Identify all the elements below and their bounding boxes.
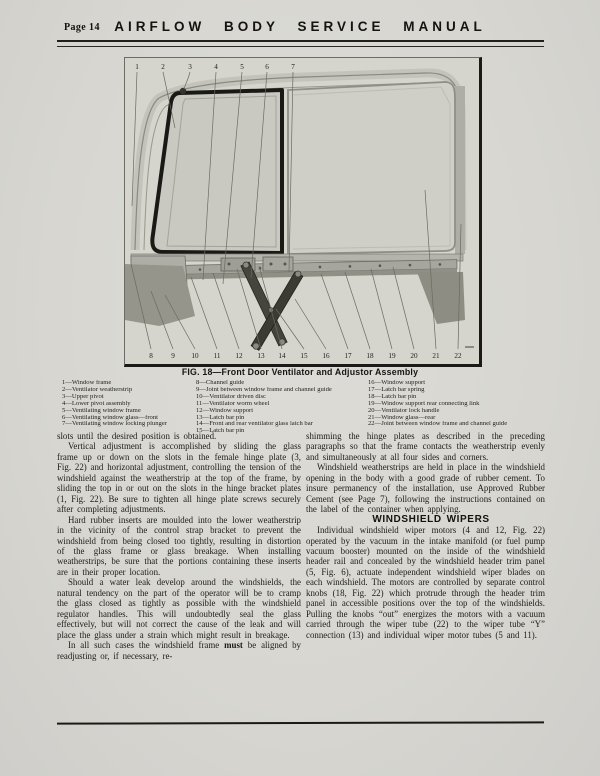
callout-number: 1: [135, 63, 139, 71]
callout-number: 14: [278, 352, 286, 360]
callout-number: 22: [454, 352, 462, 360]
latch-pin: [284, 263, 287, 266]
callout-number: 18: [366, 352, 374, 360]
paragraph: Windshield weatherstrips are held in place in the windshield opening in the body with a good grade of rubber cement. To insure permanency of the installation, use Approved Rubber Cement (see Page 7), following the instructions contained on the label of the container when applying.: [306, 462, 545, 515]
legend-column-1: [62, 380, 195, 428]
legend-column-3: [368, 380, 548, 428]
plate-mark: [465, 346, 474, 348]
footer-rule: [57, 721, 544, 724]
callout-number: 16: [322, 352, 330, 360]
callout-number: 15: [300, 352, 308, 360]
section-heading-windshield-wipers: WINDSHIELD WIPERS: [372, 513, 490, 525]
callout-number: 3: [188, 63, 192, 71]
latch-pin: [228, 263, 231, 266]
legend-item: 9—Joint between window frame and channel guide: [196, 386, 332, 393]
callout-number: 20: [410, 352, 418, 360]
legend-item: 14—Front and rear ventilator glass latch bar: [196, 421, 313, 428]
callout-number: 9: [171, 352, 175, 360]
legend-item: 22—Joint between window frame and channel guide: [368, 421, 508, 428]
paragraph: slots until the desired position is obtained.: [57, 431, 217, 441]
rear-window-glass: [288, 82, 455, 254]
callout-number: 11: [213, 352, 221, 360]
legend-item: 5—Ventilating window frame: [62, 407, 141, 414]
latch-mechanism-rear: [263, 257, 293, 271]
legend-item: 10—Ventilator driven disc: [196, 393, 266, 400]
paragraph: shimming the hinge plates as described in the preceding paragraphs so that the frame contacts the weatherstrip evenly and simultaneously at all four sides and corners.: [306, 431, 545, 462]
door-panel-wedge-left: [125, 264, 195, 326]
callout-number: 2: [161, 63, 165, 71]
body-column-right: [306, 431, 545, 640]
body-column-left: [57, 431, 301, 661]
callout-number: 4: [214, 63, 218, 71]
page-number-label: Page 14: [64, 22, 100, 33]
arm-pivot-bolt: [253, 343, 259, 349]
figure-caption: FIG. 18—Front Door Ventilator and Adjustor Assembly: [181, 367, 419, 377]
legend-item: 11—Ventilator worm wheel: [196, 400, 270, 407]
page-title: AIRFLOW BODY SERVICE MANUAL: [114, 19, 486, 34]
callout-number: 7: [291, 63, 295, 71]
legend-item: 21—Window glass—rear: [368, 414, 436, 421]
header-rule: [57, 40, 544, 47]
legend-item: 20—Ventilator lock handle: [368, 407, 440, 414]
legend-item: 15—Latch bar pin: [196, 428, 245, 435]
legend-item: 8—Channel guide: [196, 380, 245, 386]
figure-18-illustration: [124, 57, 482, 367]
legend-item: 12—Window support: [196, 407, 254, 414]
emphasis-text: must: [224, 640, 243, 651]
upper-pivot-hardware: [180, 88, 186, 94]
callout-number: 8: [149, 352, 153, 360]
legend-item: 19—Window support rear connecting link: [368, 400, 480, 407]
legend-item: 6—Ventilating window glass—front: [62, 414, 158, 421]
legend-item: 16—Window support: [368, 380, 426, 386]
callout-number: 17: [344, 352, 352, 360]
legend-item: 4—Lower pivot assembly: [62, 400, 131, 407]
legend-item: 18—Latch bar pin: [368, 393, 417, 400]
paragraph: Individual windshield wiper motors (4 and 12, Fig. 22) operated by the vacuum in the intake manifold (or fuel pump vacuum booster) mounted on the inside of the windshield header rail and concealed by the windshield header trim panel (5, Fig. 6), actuate independent windshield wiper blades on each windshield. The motors are controlled by separate control knobs (18, Fig. 22) which protrude through the header trim panel in accessible positions over the top of the windshields. Pulling the knobs “out” energizes the motors with a vacuum carried through the wiper tube (22) to the wiper tube “Y” connection (13) and individual wiper motor tubes (5 and 11).: [306, 525, 545, 640]
paragraph: Vertical adjustment is accomplished by sliding the glass frame up or down on the slots in the female hinge plate (3, Fig. 22) and horizontal adjustment, controlling the tension of the windshield against the weatherstrip at the top of the frame, by sliding the top in or out on the slots in the hinge bracket plates (1, Fig. 22). Be sure to tighten all hinge plate screws securely after completing adjustments.: [57, 441, 301, 515]
legend-item: 17—Latch bar spring: [368, 386, 425, 393]
paragraph: Should a water leak develop around the windshields, the natural tendency on the part of the operator will be to cramp the glass closed as tightly as possible with the windshield regulator handles. This will undoubtedly seal the glass effectively, but will not correct the cause of the leak and will place the glass under a strain which might result in breakage.: [57, 577, 301, 640]
door-ventilator-diagram: [125, 58, 479, 364]
latch-pin: [270, 263, 273, 266]
paragraph: [57, 640, 301, 661]
arm-pivot-bolt: [295, 271, 301, 277]
legend-item: 3—Upper pivot: [62, 393, 104, 400]
paragraph-text: In all such cases the windshield frame: [68, 640, 225, 651]
door-right-shade: [455, 86, 465, 254]
legend-item: 1—Window frame: [62, 380, 112, 386]
callout-number: 5: [240, 63, 244, 71]
legend-item: 7—Ventilating window locking plunger: [62, 421, 167, 428]
paragraph-text: be aligned by readjusting or, if necessary, re-: [57, 640, 301, 661]
callout-number: 10: [191, 352, 199, 360]
legend-item: 2—Ventilator weatherstrip: [62, 386, 133, 393]
legend-column-2: [196, 380, 368, 435]
callout-number: 12: [235, 352, 243, 360]
callout-number: 6: [265, 63, 269, 71]
callout-number: 19: [388, 352, 396, 360]
legend-item: 13—Latch bar pin: [196, 414, 245, 421]
callout-number: 21: [432, 352, 440, 360]
callout-number: 13: [257, 352, 265, 360]
arm-pivot-bolt: [243, 262, 249, 268]
paragraph: Hard rubber inserts are moulded into the lower weatherstrip in the vicinity of the control strap bracket to prevent the windshield from being closed too tightly, resulting in distortion of the glass frame or glass breakage. When installing weatherstrips, be sure that the portions containing these inserts are in their proper location.: [57, 514, 301, 577]
